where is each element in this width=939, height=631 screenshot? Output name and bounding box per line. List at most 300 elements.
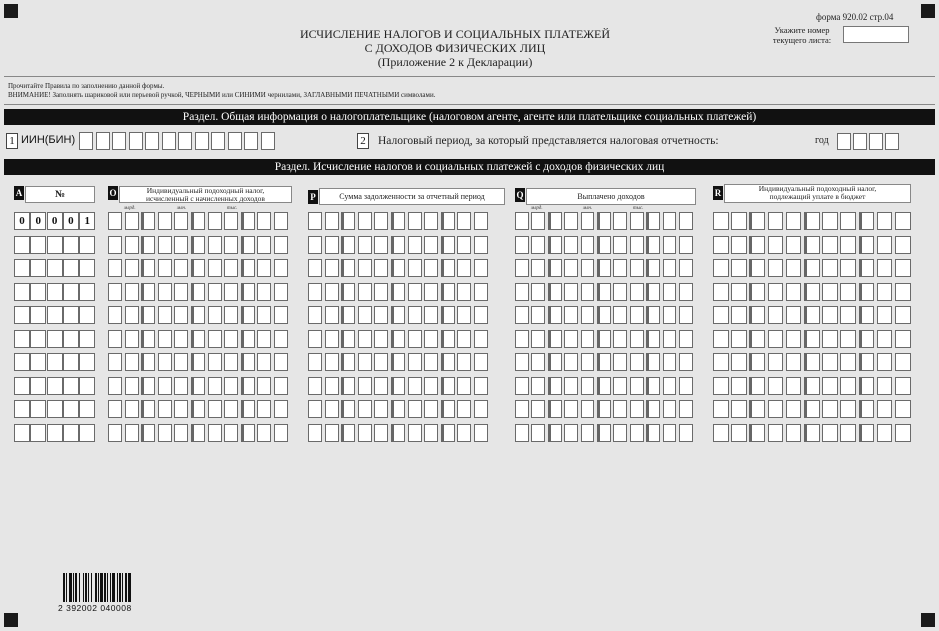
debt-amount-cell[interactable] bbox=[325, 236, 339, 254]
debt-amount-cell[interactable] bbox=[325, 377, 339, 395]
income-tax-calculated-cell[interactable] bbox=[108, 424, 122, 442]
income-tax-calculated-cell[interactable] bbox=[141, 377, 155, 395]
income-paid-cell[interactable] bbox=[515, 353, 529, 371]
income-tax-calculated-cell[interactable] bbox=[125, 353, 139, 371]
income-tax-payable-cell[interactable] bbox=[786, 377, 802, 395]
income-tax-payable-cell[interactable] bbox=[859, 306, 875, 324]
income-tax-payable-cell[interactable] bbox=[859, 259, 875, 277]
income-tax-calculated-cell[interactable] bbox=[125, 259, 139, 277]
iin-bin-cell[interactable] bbox=[178, 132, 192, 150]
income-paid-cell[interactable] bbox=[630, 283, 644, 301]
income-paid-cell[interactable] bbox=[679, 259, 693, 277]
income-tax-calculated-cell[interactable] bbox=[241, 377, 255, 395]
debt-amount-cell[interactable] bbox=[424, 236, 438, 254]
income-paid-cell[interactable] bbox=[663, 212, 677, 230]
debt-amount-cell[interactable] bbox=[358, 283, 372, 301]
income-tax-calculated-cell[interactable] bbox=[191, 212, 205, 230]
income-paid-cell[interactable] bbox=[531, 236, 545, 254]
income-tax-payable-cell[interactable] bbox=[731, 306, 747, 324]
income-tax-payable-cell[interactable] bbox=[786, 212, 802, 230]
debt-amount-cell[interactable] bbox=[341, 306, 355, 324]
income-tax-calculated-cell[interactable] bbox=[257, 212, 271, 230]
income-tax-calculated-cell[interactable] bbox=[108, 236, 122, 254]
income-tax-calculated-cell[interactable] bbox=[224, 377, 238, 395]
income-tax-payable-cell[interactable] bbox=[877, 330, 893, 348]
income-paid-cell[interactable] bbox=[663, 283, 677, 301]
row-number-cell[interactable] bbox=[47, 306, 63, 324]
income-paid-cell[interactable] bbox=[613, 259, 627, 277]
income-paid-cell[interactable] bbox=[646, 400, 660, 418]
income-tax-payable-cell[interactable] bbox=[768, 330, 784, 348]
debt-amount-cell[interactable] bbox=[424, 259, 438, 277]
income-tax-calculated-cell[interactable] bbox=[174, 212, 188, 230]
income-tax-payable-cell[interactable] bbox=[713, 259, 729, 277]
income-tax-calculated-cell[interactable] bbox=[224, 212, 238, 230]
income-paid-cell[interactable] bbox=[564, 330, 578, 348]
iin-bin-cell[interactable] bbox=[228, 132, 242, 150]
income-tax-payable-cell[interactable] bbox=[877, 283, 893, 301]
income-paid-cell[interactable] bbox=[679, 330, 693, 348]
debt-amount-cell[interactable] bbox=[308, 353, 322, 371]
income-tax-calculated-cell[interactable] bbox=[191, 259, 205, 277]
income-tax-calculated-cell[interactable] bbox=[257, 353, 271, 371]
debt-amount-cell[interactable] bbox=[358, 236, 372, 254]
income-paid-cell[interactable] bbox=[531, 212, 545, 230]
debt-amount-cell[interactable] bbox=[474, 330, 488, 348]
income-tax-payable-cell[interactable] bbox=[731, 400, 747, 418]
debt-amount-cell[interactable] bbox=[391, 353, 405, 371]
row-number-cell[interactable] bbox=[47, 283, 63, 301]
income-tax-payable-cell[interactable] bbox=[822, 236, 838, 254]
income-paid-cell[interactable] bbox=[531, 306, 545, 324]
debt-amount-cell[interactable] bbox=[358, 377, 372, 395]
debt-amount-cell[interactable] bbox=[457, 236, 471, 254]
income-tax-calculated-cell[interactable] bbox=[125, 283, 139, 301]
row-number-cell[interactable] bbox=[47, 353, 63, 371]
income-tax-calculated-cell[interactable] bbox=[174, 377, 188, 395]
debt-amount-cell[interactable] bbox=[308, 330, 322, 348]
income-tax-payable-cell[interactable] bbox=[895, 259, 911, 277]
debt-amount-cell[interactable] bbox=[308, 306, 322, 324]
debt-amount-cell[interactable] bbox=[441, 424, 455, 442]
row-number-cell[interactable] bbox=[79, 259, 95, 277]
income-paid-cell[interactable] bbox=[663, 330, 677, 348]
income-paid-cell[interactable] bbox=[597, 236, 611, 254]
income-paid-cell[interactable] bbox=[630, 353, 644, 371]
income-paid-cell[interactable] bbox=[630, 377, 644, 395]
income-tax-payable-cell[interactable] bbox=[713, 306, 729, 324]
income-tax-payable-cell[interactable] bbox=[840, 236, 856, 254]
income-tax-payable-cell[interactable] bbox=[768, 377, 784, 395]
row-number-cell[interactable]: 0 bbox=[47, 212, 63, 230]
income-tax-calculated-cell[interactable] bbox=[208, 330, 222, 348]
income-tax-calculated-cell[interactable] bbox=[241, 259, 255, 277]
income-tax-payable-cell[interactable] bbox=[859, 283, 875, 301]
row-number-cell[interactable] bbox=[14, 236, 30, 254]
row-number-cell[interactable] bbox=[30, 306, 46, 324]
income-tax-calculated-cell[interactable] bbox=[208, 353, 222, 371]
debt-amount-cell[interactable] bbox=[374, 259, 388, 277]
income-tax-calculated-cell[interactable] bbox=[274, 306, 288, 324]
row-number-cell[interactable] bbox=[14, 353, 30, 371]
income-tax-calculated-cell[interactable] bbox=[274, 236, 288, 254]
income-tax-calculated-cell[interactable] bbox=[191, 306, 205, 324]
income-paid-cell[interactable] bbox=[663, 424, 677, 442]
income-paid-cell[interactable] bbox=[564, 259, 578, 277]
income-paid-cell[interactable] bbox=[564, 353, 578, 371]
income-paid-cell[interactable] bbox=[630, 400, 644, 418]
debt-amount-cell[interactable] bbox=[308, 424, 322, 442]
income-tax-payable-cell[interactable] bbox=[840, 212, 856, 230]
income-paid-cell[interactable] bbox=[564, 306, 578, 324]
income-tax-calculated-cell[interactable] bbox=[241, 424, 255, 442]
row-number-cell[interactable] bbox=[47, 330, 63, 348]
income-tax-payable-cell[interactable] bbox=[804, 212, 820, 230]
income-tax-calculated-cell[interactable] bbox=[224, 400, 238, 418]
income-tax-calculated-cell[interactable] bbox=[141, 306, 155, 324]
income-paid-cell[interactable] bbox=[581, 400, 595, 418]
income-tax-payable-cell[interactable] bbox=[768, 424, 784, 442]
income-tax-payable-cell[interactable] bbox=[749, 259, 765, 277]
debt-amount-cell[interactable] bbox=[408, 353, 422, 371]
income-paid-cell[interactable] bbox=[564, 236, 578, 254]
debt-amount-cell[interactable] bbox=[474, 236, 488, 254]
iin-bin-cell[interactable] bbox=[195, 132, 209, 150]
income-tax-payable-cell[interactable] bbox=[859, 353, 875, 371]
income-tax-calculated-cell[interactable] bbox=[274, 259, 288, 277]
debt-amount-cell[interactable] bbox=[341, 259, 355, 277]
income-paid-cell[interactable] bbox=[679, 306, 693, 324]
income-tax-payable-cell[interactable] bbox=[768, 283, 784, 301]
income-tax-payable-cell[interactable] bbox=[786, 400, 802, 418]
row-number-cell[interactable] bbox=[47, 400, 63, 418]
debt-amount-cell[interactable] bbox=[457, 424, 471, 442]
income-paid-cell[interactable] bbox=[531, 424, 545, 442]
income-tax-payable-cell[interactable] bbox=[840, 353, 856, 371]
income-tax-payable-cell[interactable] bbox=[895, 306, 911, 324]
row-number-cell[interactable] bbox=[63, 306, 79, 324]
income-tax-payable-cell[interactable] bbox=[877, 259, 893, 277]
income-paid-cell[interactable] bbox=[548, 283, 562, 301]
income-tax-payable-cell[interactable] bbox=[713, 330, 729, 348]
income-tax-payable-cell[interactable] bbox=[877, 212, 893, 230]
row-number-cell[interactable] bbox=[14, 259, 30, 277]
income-tax-calculated-cell[interactable] bbox=[141, 236, 155, 254]
income-paid-cell[interactable] bbox=[581, 283, 595, 301]
income-paid-cell[interactable] bbox=[515, 283, 529, 301]
income-tax-calculated-cell[interactable] bbox=[241, 212, 255, 230]
income-paid-cell[interactable] bbox=[581, 259, 595, 277]
income-tax-calculated-cell[interactable] bbox=[241, 353, 255, 371]
iin-bin-cell[interactable] bbox=[261, 132, 275, 150]
debt-amount-cell[interactable] bbox=[408, 259, 422, 277]
income-paid-cell[interactable] bbox=[663, 236, 677, 254]
income-tax-payable-cell[interactable] bbox=[877, 236, 893, 254]
income-paid-cell[interactable] bbox=[548, 400, 562, 418]
income-paid-cell[interactable] bbox=[597, 283, 611, 301]
income-tax-calculated-cell[interactable] bbox=[208, 377, 222, 395]
income-tax-calculated-cell[interactable] bbox=[208, 259, 222, 277]
income-paid-cell[interactable] bbox=[646, 353, 660, 371]
income-paid-cell[interactable] bbox=[630, 259, 644, 277]
income-tax-payable-cell[interactable] bbox=[786, 330, 802, 348]
income-tax-payable-cell[interactable] bbox=[731, 259, 747, 277]
income-tax-calculated-cell[interactable] bbox=[274, 424, 288, 442]
debt-amount-cell[interactable] bbox=[358, 424, 372, 442]
income-tax-payable-cell[interactable] bbox=[768, 236, 784, 254]
income-tax-payable-cell[interactable] bbox=[859, 424, 875, 442]
income-paid-cell[interactable] bbox=[515, 236, 529, 254]
income-tax-calculated-cell[interactable] bbox=[224, 353, 238, 371]
income-tax-calculated-cell[interactable] bbox=[158, 212, 172, 230]
income-tax-calculated-cell[interactable] bbox=[125, 236, 139, 254]
debt-amount-cell[interactable] bbox=[325, 306, 339, 324]
income-tax-calculated-cell[interactable] bbox=[224, 283, 238, 301]
income-tax-calculated-cell[interactable] bbox=[274, 353, 288, 371]
row-number-cell[interactable] bbox=[79, 400, 95, 418]
income-paid-cell[interactable] bbox=[679, 212, 693, 230]
income-paid-cell[interactable] bbox=[531, 330, 545, 348]
debt-amount-cell[interactable] bbox=[474, 283, 488, 301]
debt-amount-cell[interactable] bbox=[374, 283, 388, 301]
row-number-cell[interactable] bbox=[30, 283, 46, 301]
income-tax-payable-cell[interactable] bbox=[877, 400, 893, 418]
iin-bin-cell[interactable] bbox=[96, 132, 110, 150]
iin-bin-cell[interactable] bbox=[211, 132, 225, 150]
income-tax-payable-cell[interactable] bbox=[859, 377, 875, 395]
income-tax-payable-cell[interactable] bbox=[804, 424, 820, 442]
income-tax-calculated-cell[interactable] bbox=[174, 330, 188, 348]
income-tax-payable-cell[interactable] bbox=[877, 424, 893, 442]
income-tax-payable-cell[interactable] bbox=[859, 400, 875, 418]
row-number-cell[interactable] bbox=[14, 283, 30, 301]
income-tax-calculated-cell[interactable] bbox=[241, 330, 255, 348]
income-tax-payable-cell[interactable] bbox=[840, 330, 856, 348]
debt-amount-cell[interactable] bbox=[374, 212, 388, 230]
income-tax-payable-cell[interactable] bbox=[731, 424, 747, 442]
income-tax-calculated-cell[interactable] bbox=[257, 259, 271, 277]
income-tax-calculated-cell[interactable] bbox=[274, 400, 288, 418]
income-paid-cell[interactable] bbox=[581, 236, 595, 254]
income-tax-payable-cell[interactable] bbox=[749, 400, 765, 418]
income-paid-cell[interactable] bbox=[581, 306, 595, 324]
debt-amount-cell[interactable] bbox=[441, 259, 455, 277]
debt-amount-cell[interactable] bbox=[457, 212, 471, 230]
income-tax-payable-cell[interactable] bbox=[731, 353, 747, 371]
income-tax-calculated-cell[interactable] bbox=[208, 400, 222, 418]
income-paid-cell[interactable] bbox=[679, 236, 693, 254]
income-tax-calculated-cell[interactable] bbox=[125, 377, 139, 395]
income-tax-payable-cell[interactable] bbox=[804, 283, 820, 301]
income-tax-calculated-cell[interactable] bbox=[274, 377, 288, 395]
income-tax-payable-cell[interactable] bbox=[877, 377, 893, 395]
row-number-cell[interactable] bbox=[30, 377, 46, 395]
income-paid-cell[interactable] bbox=[679, 400, 693, 418]
income-tax-calculated-cell[interactable] bbox=[208, 283, 222, 301]
debt-amount-cell[interactable] bbox=[325, 259, 339, 277]
income-tax-payable-cell[interactable] bbox=[859, 236, 875, 254]
income-tax-calculated-cell[interactable] bbox=[141, 424, 155, 442]
income-tax-payable-cell[interactable] bbox=[822, 212, 838, 230]
income-paid-cell[interactable] bbox=[646, 212, 660, 230]
income-tax-payable-cell[interactable] bbox=[731, 330, 747, 348]
income-tax-calculated-cell[interactable] bbox=[174, 259, 188, 277]
debt-amount-cell[interactable] bbox=[358, 330, 372, 348]
debt-amount-cell[interactable] bbox=[391, 306, 405, 324]
income-paid-cell[interactable] bbox=[630, 306, 644, 324]
income-tax-payable-cell[interactable] bbox=[840, 259, 856, 277]
income-tax-calculated-cell[interactable] bbox=[158, 353, 172, 371]
income-paid-cell[interactable] bbox=[564, 212, 578, 230]
income-tax-payable-cell[interactable] bbox=[713, 212, 729, 230]
income-tax-calculated-cell[interactable] bbox=[274, 330, 288, 348]
income-tax-calculated-cell[interactable] bbox=[141, 259, 155, 277]
income-tax-calculated-cell[interactable] bbox=[191, 353, 205, 371]
row-number-cell[interactable] bbox=[30, 400, 46, 418]
debt-amount-cell[interactable] bbox=[358, 353, 372, 371]
income-tax-payable-cell[interactable] bbox=[895, 377, 911, 395]
income-tax-calculated-cell[interactable] bbox=[257, 377, 271, 395]
debt-amount-cell[interactable] bbox=[441, 306, 455, 324]
row-number-cell[interactable] bbox=[63, 400, 79, 418]
income-tax-calculated-cell[interactable] bbox=[241, 400, 255, 418]
year-cell[interactable] bbox=[869, 133, 883, 150]
debt-amount-cell[interactable] bbox=[391, 424, 405, 442]
debt-amount-cell[interactable] bbox=[424, 212, 438, 230]
income-tax-calculated-cell[interactable] bbox=[108, 259, 122, 277]
income-tax-payable-cell[interactable] bbox=[804, 353, 820, 371]
debt-amount-cell[interactable] bbox=[391, 259, 405, 277]
income-tax-calculated-cell[interactable] bbox=[141, 283, 155, 301]
income-tax-calculated-cell[interactable] bbox=[174, 306, 188, 324]
income-paid-cell[interactable] bbox=[613, 330, 627, 348]
row-number-cell[interactable] bbox=[63, 424, 79, 442]
income-tax-calculated-cell[interactable] bbox=[108, 377, 122, 395]
income-tax-payable-cell[interactable] bbox=[895, 353, 911, 371]
income-tax-payable-cell[interactable] bbox=[749, 306, 765, 324]
income-paid-cell[interactable] bbox=[548, 424, 562, 442]
row-number-cell[interactable] bbox=[79, 283, 95, 301]
income-tax-payable-cell[interactable] bbox=[822, 377, 838, 395]
income-tax-payable-cell[interactable] bbox=[749, 353, 765, 371]
income-tax-payable-cell[interactable] bbox=[822, 259, 838, 277]
income-paid-cell[interactable] bbox=[630, 330, 644, 348]
income-tax-payable-cell[interactable] bbox=[768, 212, 784, 230]
income-paid-cell[interactable] bbox=[597, 353, 611, 371]
debt-amount-cell[interactable] bbox=[391, 330, 405, 348]
debt-amount-cell[interactable] bbox=[408, 377, 422, 395]
income-tax-payable-cell[interactable] bbox=[822, 353, 838, 371]
debt-amount-cell[interactable] bbox=[441, 353, 455, 371]
debt-amount-cell[interactable] bbox=[308, 400, 322, 418]
income-paid-cell[interactable] bbox=[646, 424, 660, 442]
row-number-cell[interactable] bbox=[63, 377, 79, 395]
income-tax-payable-cell[interactable] bbox=[786, 306, 802, 324]
income-paid-cell[interactable] bbox=[515, 330, 529, 348]
debt-amount-cell[interactable] bbox=[408, 330, 422, 348]
income-tax-calculated-cell[interactable] bbox=[174, 353, 188, 371]
income-tax-payable-cell[interactable] bbox=[804, 330, 820, 348]
debt-amount-cell[interactable] bbox=[441, 330, 455, 348]
debt-amount-cell[interactable] bbox=[474, 424, 488, 442]
income-tax-payable-cell[interactable] bbox=[713, 400, 729, 418]
debt-amount-cell[interactable] bbox=[424, 283, 438, 301]
income-tax-calculated-cell[interactable] bbox=[108, 400, 122, 418]
debt-amount-cell[interactable] bbox=[374, 353, 388, 371]
income-tax-calculated-cell[interactable] bbox=[224, 306, 238, 324]
debt-amount-cell[interactable] bbox=[474, 400, 488, 418]
debt-amount-cell[interactable] bbox=[341, 400, 355, 418]
debt-amount-cell[interactable] bbox=[341, 212, 355, 230]
income-paid-cell[interactable] bbox=[564, 400, 578, 418]
debt-amount-cell[interactable] bbox=[374, 236, 388, 254]
income-paid-cell[interactable] bbox=[581, 353, 595, 371]
debt-amount-cell[interactable] bbox=[325, 330, 339, 348]
debt-amount-cell[interactable] bbox=[457, 330, 471, 348]
row-number-cell[interactable] bbox=[30, 424, 46, 442]
income-tax-payable-cell[interactable] bbox=[804, 306, 820, 324]
income-tax-payable-cell[interactable] bbox=[713, 377, 729, 395]
income-paid-cell[interactable] bbox=[646, 377, 660, 395]
income-tax-calculated-cell[interactable] bbox=[191, 400, 205, 418]
income-tax-payable-cell[interactable] bbox=[840, 377, 856, 395]
debt-amount-cell[interactable] bbox=[441, 212, 455, 230]
iin-bin-cell[interactable] bbox=[79, 132, 93, 150]
income-tax-calculated-cell[interactable] bbox=[158, 424, 172, 442]
debt-amount-cell[interactable] bbox=[424, 306, 438, 324]
debt-amount-cell[interactable] bbox=[424, 353, 438, 371]
row-number-cell[interactable]: 0 bbox=[63, 212, 79, 230]
debt-amount-cell[interactable] bbox=[474, 306, 488, 324]
income-paid-cell[interactable] bbox=[646, 259, 660, 277]
debt-amount-cell[interactable] bbox=[441, 377, 455, 395]
income-tax-payable-cell[interactable] bbox=[768, 353, 784, 371]
income-tax-payable-cell[interactable] bbox=[840, 400, 856, 418]
income-tax-calculated-cell[interactable] bbox=[125, 212, 139, 230]
debt-amount-cell[interactable] bbox=[474, 353, 488, 371]
debt-amount-cell[interactable] bbox=[441, 236, 455, 254]
income-tax-calculated-cell[interactable] bbox=[191, 424, 205, 442]
income-paid-cell[interactable] bbox=[597, 400, 611, 418]
income-tax-payable-cell[interactable] bbox=[731, 283, 747, 301]
sheet-number-input[interactable] bbox=[843, 26, 909, 43]
income-paid-cell[interactable] bbox=[597, 212, 611, 230]
income-tax-calculated-cell[interactable] bbox=[257, 283, 271, 301]
income-tax-calculated-cell[interactable] bbox=[174, 283, 188, 301]
income-paid-cell[interactable] bbox=[515, 400, 529, 418]
debt-amount-cell[interactable] bbox=[325, 400, 339, 418]
income-tax-calculated-cell[interactable] bbox=[174, 400, 188, 418]
income-tax-calculated-cell[interactable] bbox=[224, 330, 238, 348]
debt-amount-cell[interactable] bbox=[457, 353, 471, 371]
row-number-cell[interactable] bbox=[30, 330, 46, 348]
income-paid-cell[interactable] bbox=[597, 424, 611, 442]
row-number-cell[interactable] bbox=[14, 424, 30, 442]
income-tax-payable-cell[interactable] bbox=[822, 330, 838, 348]
row-number-cell[interactable] bbox=[79, 424, 95, 442]
income-paid-cell[interactable] bbox=[613, 377, 627, 395]
income-paid-cell[interactable] bbox=[564, 424, 578, 442]
row-number-cell[interactable] bbox=[47, 377, 63, 395]
income-tax-payable-cell[interactable] bbox=[786, 259, 802, 277]
row-number-cell[interactable] bbox=[14, 377, 30, 395]
debt-amount-cell[interactable] bbox=[457, 259, 471, 277]
income-tax-payable-cell[interactable] bbox=[713, 283, 729, 301]
debt-amount-cell[interactable] bbox=[457, 400, 471, 418]
income-tax-calculated-cell[interactable] bbox=[174, 236, 188, 254]
income-paid-cell[interactable] bbox=[630, 212, 644, 230]
income-paid-cell[interactable] bbox=[548, 259, 562, 277]
